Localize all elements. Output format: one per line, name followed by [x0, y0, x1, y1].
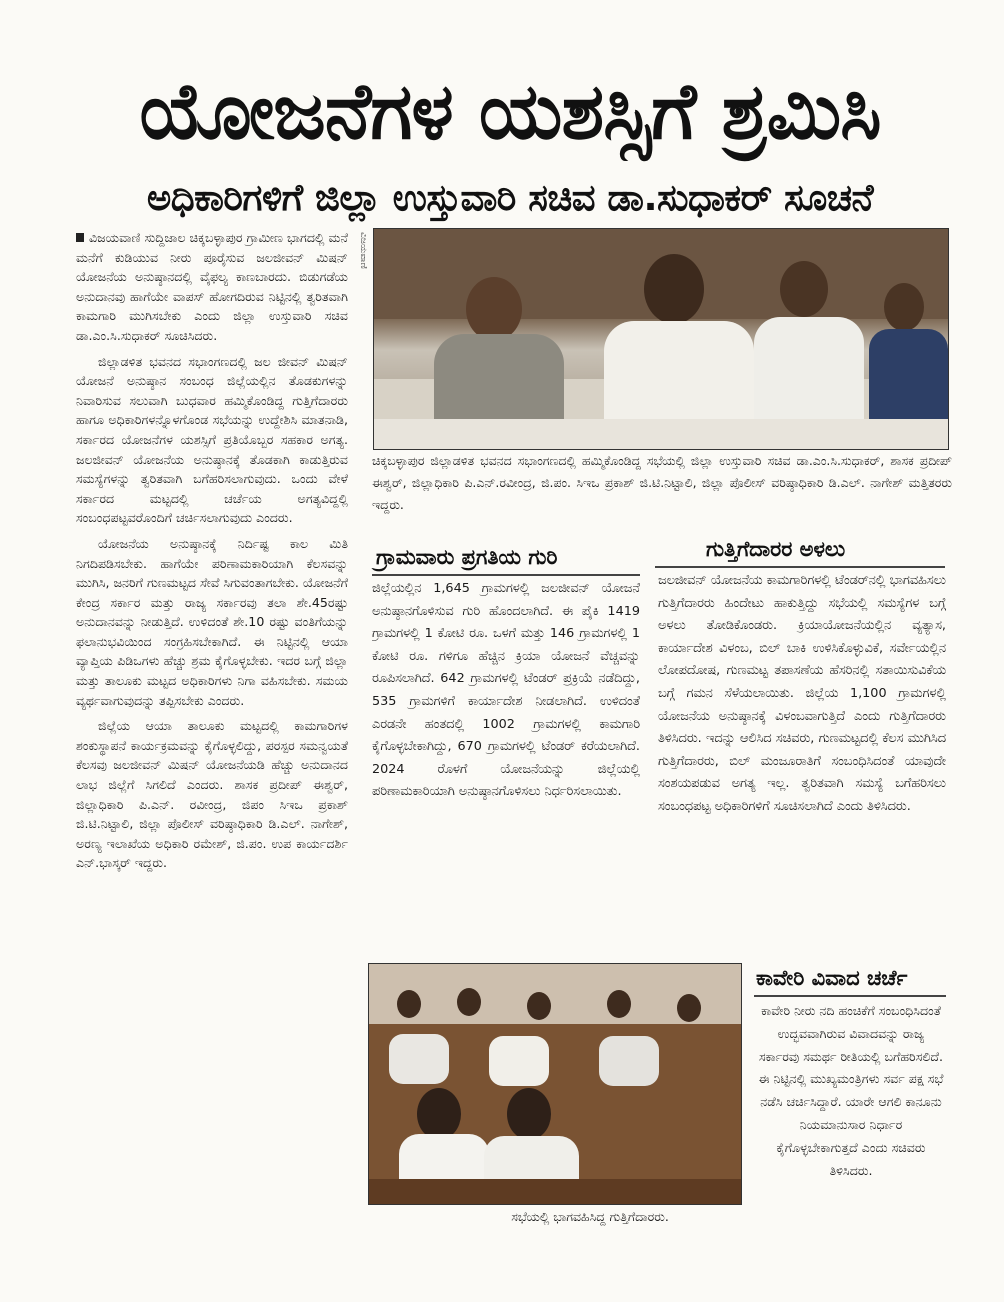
meeting-photo-illustration	[374, 229, 948, 449]
section-heading-contractors: ಗುತ್ತಿಗೆದಾರರ ಅಳಲು	[706, 537, 846, 561]
photo-credit-label: ವಿಜಯವಾಣಿ	[358, 232, 368, 269]
page-subheadline: ಅಧಿಕಾರಿಗಳಿಗೆ ಜಿಲ್ಲಾ ಉಸ್ತುವಾರಿ ಸಚಿವ ಡಾ.ಸುಧಾಕರ್ ಸೂಚನೆ	[146, 176, 874, 219]
contractors-body: ಜಲಜೀವನ್ ಯೋಜನೆಯ ಕಾಮಗಾರಿಗಳಲ್ಲಿ ಟೆಂಡರ್‌ನಲ್ಲಿ ಭಾಗವಹಿಸಲು ಗುತ್ತಿಗೆದಾರರು ಹಿಂದೇಟು ಹಾಕುತ್ತಿದ್ದು ಸಭೆಯಲ್ಲಿ ಸಮಸ್ಯೆಗಳ ಬಗ್ಗೆ ಅಳಲು ತೋಡಿಕೊಂಡರು. ಕ್ರಿಯಾಯೋಜನೆಯಲ್ಲಿನ ವ್ಯತ್ಯಾಸ, ಕಾರ್ಯಾದೇಶ ವಿಳಂಬ, ಬಿಲ್ ಬಾಕಿ ಉಳಿಸಿಕೊಳ್ಳುವಿಕೆ, ಸರ್ವೇಯಲ್ಲಿನ ಲೋಪದೋಷ, ಗುಣಮಟ್ಟ ತಪಾಸಣೆಯ ಹೆಸರಿನಲ್ಲಿ ಸತಾಯಿಸುವಿಕೆಯ ಬಗ್ಗೆ ಗಮನ ಸೆಳೆಯಲಾಯಿತು. ಜಿಲ್ಲೆಯ 1,100 ಗ್ರಾಮಗಳಲ್ಲಿ ಯೋಜನೆಯ ಅನುಷ್ಠಾನಕ್ಕೆ ವಿಳಂಬವಾಗುತ್ತಿದೆ ಎಂದು ಗುತ್ತಿಗೆದಾರರು ತಿಳಿಸಿದರು. ಇದನ್ನು ಆಲಿಸಿದ ಸಚಿವರು, ಗುಣಮಟ್ಟದಲ್ಲಿ ಕೆಲಸ ಮುಗಿಸಿದ ಗುತ್ತಿಗೆದಾರರು, ಬಿಲ್ ಮಂಜೂರಾತಿಗೆ ಸಂಬಂಧಿಸಿದಂತೆ ಯಾವುದೇ ಸಂಶಯಪಡುವ ಅಗತ್ಯ ಇಲ್ಲ. ತ್ವರಿತವಾಗಿ ಸಮಸ್ಯೆ ಬಗೆಹರಿಸಲು ಸಂಬಂಧಪಟ್ಟ ಅಧಿಕಾರಿಗಳಿಗೆ ಸೂಚಿಸಲಾಗಿದೆ ಎಂದು ತಿಳಿಸಿದರು.	[658, 573, 946, 814]
article-paragraph: ಜಿಲ್ಲೆಯ ಆಯಾ ತಾಲೂಕು ಮಟ್ಟದಲ್ಲಿ ಕಾಮಗಾರಿಗಳ ಶಂಕುಸ್ಥಾಪನೆ ಕಾರ್ಯಕ್ರಮವನ್ನು ಕೈಗೊಳ್ಳಲಿದ್ದು, ಪರಸ್ಪರ ಸಮನ್ವಯತೆ ಕೆಲಸವು ಜಲಜೀವನ್ ಮಿಷನ್ ಯೋಜನೆಯಡಿ ಹೆಚ್ಚು ಅನುದಾನದ ಲಾಭ ಜಿಲ್ಲೆಗೆ ಸಿಗಲಿದೆ ಎಂದರು. ಶಾಸಕ ಪ್ರದೀಪ್ ಈಶ್ವರ್, ಜಿಲ್ಲಾಧಿಕಾರಿ ಪಿ.ಎನ್. ರವೀಂದ್ರ, ಜಿಪಂ ಸಿಇಒ ಪ್ರಕಾಶ್ ಜಿ.ಟಿ.ನಿಟ್ಟಾಲಿ, ಜಿಲ್ಲಾ ಪೊಲೀಸ್ ವರಿಷ್ಠಾಧಿಕಾರಿ ಡಿ.ಎಲ್. ನಾಗೇಶ್, ಅರಣ್ಯ ಇಲಾಖೆಯ ಅಧಿಕಾರಿ ರಮೇಶ್, ಜಿ.ಪಂ. ಉಪ ಕಾರ್ಯದರ್ಶಿ ಎನ್.ಭಾಸ್ಕರ್ ಇದ್ದರು.	[76, 718, 348, 871]
contractors-photo-illustration	[369, 964, 741, 1204]
section-heading-villages: ಗ್ರಾಮವಾರು ಪ್ರಗತಿಯ ಗುರಿ	[376, 545, 558, 569]
article-paragraph: ಯೋಜನೆಯ ಅನುಷ್ಠಾನಕ್ಕೆ ನಿರ್ದಿಷ್ಟ ಕಾಲ ಮಿತಿ ನಿಗದಿಪಡಿಸಬೇಕು. ಹಾಗೆಯೇ ಪರಿಣಾಮಕಾರಿಯಾಗಿ ಕೆಲಸವನ್ನು ಮುಗಿಸಿ, ಜನರಿಗೆ ಗುಣಮಟ್ಟದ ಸೇವೆ ಸಿಗುವಂತಾಗಬೇಕು. ಯೋಜನೆಗೆ ಕೇಂದ್ರ ಸರ್ಕಾರ ಮತ್ತು ರಾಜ್ಯ ಸರ್ಕಾರವು ತಲಾ ಶೇ.45ರಷ್ಟು ಅನುದಾನವನ್ನು ನೀಡುತ್ತಿದೆ. ಉಳಿದಂತೆ ಶೇ.10 ರಷ್ಟು ವಂತಿಗೆಯನ್ನು ಫಲಾನುಭವಿಯಿಂದ ಸಂಗ್ರಹಿಸಬೇಕಾಗಿದೆ. ಈ ನಿಟ್ಟಿನಲ್ಲಿ ಆಯಾ ವ್ಯಾಪ್ತಿಯ ಪಿಡಿಒಗಳು ಹೆಚ್ಚು ಶ್ರಮ ಕೈಗೊಳ್ಳಬೇಕು. ಇದರ ಬಗ್ಗೆ ಜಿಲ್ಲಾ ಮತ್ತು ತಾಲೂಕು ಮಟ್ಟದ ಅಧಿಕಾರಿಗಳು ನಿಗಾ ವಹಿಸಬೇಕು. ಸಮಯ ವ್ಯರ್ಥವಾಗುವುದನ್ನು ತಪ್ಪಿಸಬೇಕು ಎಂದರು.	[76, 535, 348, 708]
section-divider	[754, 995, 946, 997]
contractors-photo	[368, 963, 742, 1205]
page-headline: ಯೋಜನೆಗಳ ಯಶಸ್ಸಿಗೆ ಶ್ರಮಿಸಿ	[139, 67, 881, 157]
article-paragraph: ವಿಜಯವಾಣಿ ಸುದ್ದಿಜಾಲ ಚಿಕ್ಕಬಳ್ಳಾಪುರ ಗ್ರಾಮೀಣ ಭಾಗದಲ್ಲಿ ಮನೆ ಮನೆಗೆ ಕುಡಿಯುವ ನೀರು ಪೂರೈಸುವ ಜಲಜೀವನ್ ಮಿಷನ್ ಯೋಜನೆಯ ಅನುಷ್ಠಾನದಲ್ಲಿ ವೈಫಲ್ಯ ಕಾಣಬಾರದು. ಬಿಡುಗಡೆಯ ಅನುದಾನವು ಹಾಗೆಯೇ ವಾಪಸ್ ಹೋಗದಿರುವ ನಿಟ್ಟಿನಲ್ಲಿ ತ್ವರಿತವಾಗಿ ಕಾಮಗಾರಿ ಮುಗಿಸಬೇಕು ಎಂದು ಜಿಲ್ಲಾ ಉಸ್ತುವಾರಿ ಸಚಿವ ಡಾ.ಎಂ.ಸಿ.ಸುಧಾಕರ್ ಸೂಚಿಸಿದರು.	[76, 230, 348, 343]
left-article-column	[76, 228, 348, 1238]
bullet-marker-icon	[76, 233, 84, 242]
cauvery-body: ಕಾವೇರಿ ನೀರು ನದಿ ಹಂಚಿಕೆಗೆ ಸಂಬಂಧಿಸಿದಂತೆ ಉದ್ಭವವಾಗಿರುವ ವಿವಾದವನ್ನು ರಾಜ್ಯ ಸರ್ಕಾರವು ಸಮರ್ಥ ರೀತಿಯಲ್ಲಿ ಬಗೆಹರಿಸಲಿದೆ. ಈ ನಿಟ್ಟಿನಲ್ಲಿ ಮುಖ್ಯಮಂತ್ರಿಗಳು ಸರ್ವ ಪಕ್ಷ ಸಭೆ ನಡೆಸಿ ಚರ್ಚಿಸಿದ್ದಾರೆ. ಯಾರೇ ಆಗಲಿ ಕಾನೂನು ನಿಯಮಾನುಸಾರ ನಿರ್ಧಾರ ಕೈಗೊಳ್ಳಬೇಕಾಗುತ್ತದೆ ಎಂದು ಸಚಿವರು ತಿಳಿಸಿದರು.	[758, 1003, 944, 1178]
article-paragraph: ಜಿಲ್ಲಾಡಳಿತ ಭವನದ ಸಭಾಂಗಣದಲ್ಲಿ ಜಲ ಜೀವನ್ ಮಿಷನ್ ಯೋಜನೆ ಅನುಷ್ಠಾನ ಸಂಬಂಧ ಜಿಲ್ಲೆಯಲ್ಲಿನ ತೊಡಕುಗಳನ್ನು ನಿವಾರಿಸುವ ಸಲುವಾಗಿ ಬುಧವಾರ ಹಮ್ಮಿಕೊಂಡಿದ್ದ ಗುತ್ತಿಗೆದಾರರು ಹಾಗೂ ಅಧಿಕಾರಿಗಳನ್ನೊಳಗೊಂಡ ಸಭೆಯನ್ನು ಉದ್ದೇಶಿಸಿ ಮಾತನಾಡಿ, ಸರ್ಕಾರದ ಯೋಜನೆಗಳ ಯಶಸ್ಸಿಗೆ ಪ್ರತಿಯೊಬ್ಬರ ಸಹಕಾರ ಅಗತ್ಯ. ಜಲಜೀವನ್ ಯೋಜನೆಯ ಅನುಷ್ಠಾನಕ್ಕೆ ತೊಡಕಾಗಿ ಕಾಡುತ್ತಿರುವ ಸಮಸ್ಯೆಗಳನ್ನು ತ್ವರಿತವಾಗಿ ಬಗೆಹರಿಸಲಾಗುವುದು. ಒಂದು ವೇಳೆ ಸರ್ಕಾರದ ಮಟ್ಟದಲ್ಲಿ ಚರ್ಚೆಯ ಅಗತ್ಯವಿದ್ದಲ್ಲಿ ಸಂಬಂಧಪಟ್ಟವರೊಂದಿಗೆ ಚರ್ಚಿಸಲಾಗುವುದು ಎಂದರು.	[76, 353, 348, 526]
section-divider	[655, 566, 945, 568]
contractors-photo-caption: ಸಭೆಯಲ್ಲಿ ಭಾಗವಹಿಸಿದ್ದ ಗುತ್ತಿಗೆದಾರರು.	[511, 1209, 669, 1224]
meeting-photo-caption: ಚಿಕ್ಕಬಳ್ಳಾಪುರ ಜಿಲ್ಲಾಡಳಿತ ಭವನದ ಸಭಾಂಗಣದಲ್ಲಿ ಹಮ್ಮಿಕೊಂಡಿದ್ದ ಸಭೆಯಲ್ಲಿ ಜಿಲ್ಲಾ ಉಸ್ತುವಾರಿ ಸಚಿವ ಡಾ.ಎಂ.ಸಿ.ಸುಧಾಕರ್, ಶಾಸಕ ಪ್ರದೀಪ್ ಈಶ್ವರ್, ಜಿಲ್ಲಾಧಿಕಾರಿ ಪಿ.ಎನ್.ರವೀಂದ್ರ, ಜಿ.ಪಂ. ಸಿಇಒ ಪ್ರಕಾಶ್ ಜಿ.ಟಿ.ನಿಟ್ಟಾಲಿ, ಜಿಲ್ಲಾ ಪೊಲೀಸ್ ವರಿಷ್ಠಾಧಿಕಾರಿ ಡಿ.ಎಲ್. ನಾಗೇಶ್ ಮತ್ತಿತರರು ಇದ್ದರು.	[372, 453, 952, 512]
section-heading-cauvery: ಕಾವೇರಿ ವಿವಾದ ಚರ್ಚೆ	[756, 966, 908, 990]
section-divider	[372, 574, 640, 576]
meeting-photo	[373, 228, 949, 450]
villages-body: ಜಿಲ್ಲೆಯಲ್ಲಿನ 1,645 ಗ್ರಾಮಗಳಲ್ಲಿ ಜಲಜೀವನ್ ಯೋಜನೆ ಅನುಷ್ಠಾನಗೊಳಿಸುವ ಗುರಿ ಹೊಂದಲಾಗಿದೆ. ಈ ಪೈಕಿ 1419 ಗ್ರಾಮಗಳಲ್ಲಿ 1 ಕೋಟಿ ರೂ. ಒಳಗೆ ಮತ್ತು 146 ಗ್ರಾಮಗಳಲ್ಲಿ 1 ಕೋಟಿ ರೂ. ಗಳಿಗೂ ಹೆಚ್ಚಿನ ಕ್ರಿಯಾ ಯೋಜನೆ ವೆಚ್ಚವನ್ನು ರೂಪಿಸಲಾಗಿದೆ. 642 ಗ್ರಾಮಗಳಲ್ಲಿ ಟೆಂಡರ್ ಪ್ರಕ್ರಿಯೆ ನಡೆದಿದ್ದು, 535 ಗ್ರಾಮಗಳಿಗೆ ಕಾರ್ಯಾದೇಶ ನೀಡಲಾಗಿದೆ. ಉಳಿದಂತೆ ಎರಡನೇ ಹಂತದಲ್ಲಿ 1002 ಗ್ರಾಮಗಳಲ್ಲಿ ಕಾಮಗಾರಿ ಕೈಗೊಳ್ಳಬೇಕಾಗಿದ್ದು, 670 ಗ್ರಾಮಗಳಲ್ಲಿ ಟೆಂಡರ್ ಕರೆಯಲಾಗಿದೆ. 2024 ರೊಳಗೆ ಯೋಜನೆಯನ್ನು ಜಿಲ್ಲೆಯಲ್ಲಿ ಪರಿಣಾಮಕಾರಿಯಾಗಿ ಅನುಷ್ಠಾನಗೊಳಿಸಲು ನಿರ್ಧರಿಸಲಾಯಿತು.	[372, 581, 640, 800]
